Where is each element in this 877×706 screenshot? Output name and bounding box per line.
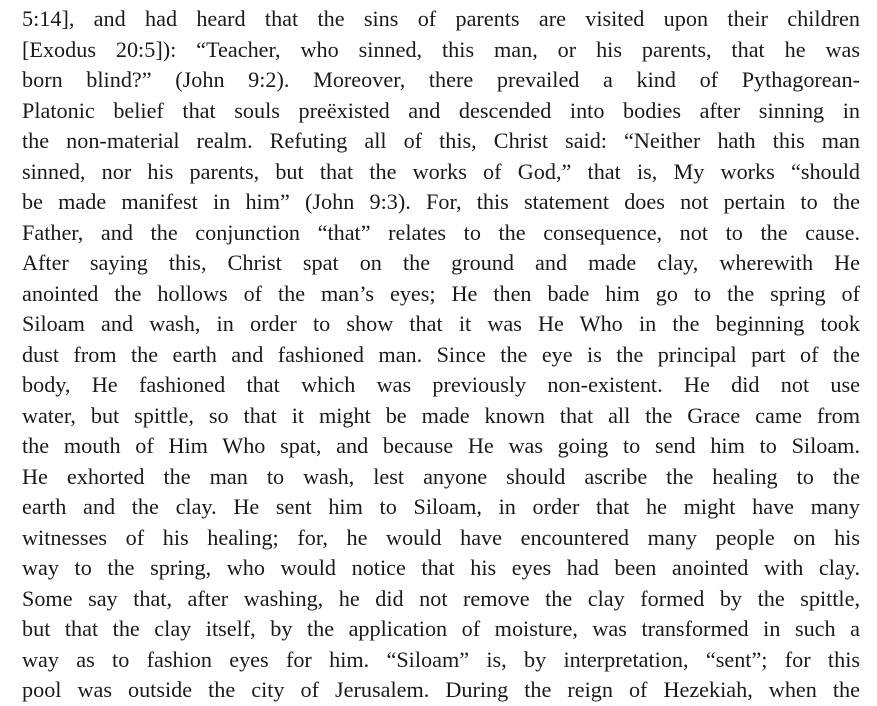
text-line: be made manifest in him” (John 9:3). For, this statement does not pertain to the: [22, 189, 860, 214]
text-line: 5:14], and had heard that the sins of parents are visited upon their children: [22, 6, 860, 31]
text-line: anointed the hollows of the man’s eyes; He then bade him go to the spring of: [22, 280, 860, 306]
text-line: water, but spittle, so that it might be made known that all the Grace came from: [22, 402, 860, 428]
text-line: [Exodus 20:5]): “Teacher, who sinned, this man, or his parents, that he was: [22, 36, 860, 62]
text-line: earth and the clay. He sent him to Siloam, in order that he might have many: [22, 494, 860, 519]
text-line: the mouth of Him Who spat, and because He was going to send him to Siloam.: [22, 433, 860, 458]
text-line: but that the clay itself, by the application of moisture, was transformed in such a: [22, 616, 860, 641]
text-line: Siloam and wash, in order to show that it was He Who in the beginning took: [22, 311, 860, 336]
text-line: Father, and the conjunction “that” relates to the consequence, not to the cause.: [22, 219, 860, 245]
text-line: sinned, nor his parents, but that the works of God,” that is, My works “should: [22, 158, 860, 184]
text-line: way to the spring, who would notice that his eyes had been anointed with clay.: [22, 555, 860, 580]
text-line: body, He fashioned that which was previously non-existent. He did not use: [22, 372, 860, 397]
text-line: Some say that, after washing, he did not remove the clay formed by the spittle,: [22, 585, 860, 611]
text-line: He exhorted the man to wash, lest anyone should ascribe the healing to the: [22, 463, 860, 489]
text-line: the non-material realm. Refuting all of this, Christ said: “Neither hath this man: [22, 128, 860, 153]
text-line: After saying this, Christ spat on the ground and made clay, wherewith He: [22, 250, 860, 275]
text-line: Platonic belief that souls preëxisted and descended into bodies after sinning in: [22, 97, 860, 123]
document-page: [22, 4, 860, 706]
text-line: born blind?” (John 9:2). Moreover, there prevailed a kind of Pythagorean-: [22, 67, 860, 92]
text-line: witnesses of his healing; for, he would have encountered many people on his: [22, 524, 860, 550]
text-line: dust from the earth and fashioned man. Since the eye is the principal part of the: [22, 341, 860, 367]
text-line: pool was outside the city of Jerusalem. During the reign of Hezekiah, when the: [22, 677, 860, 702]
text-line: way as to fashion eyes for him. “Siloam” is, by interpretation, “sent”; for this: [22, 646, 860, 672]
